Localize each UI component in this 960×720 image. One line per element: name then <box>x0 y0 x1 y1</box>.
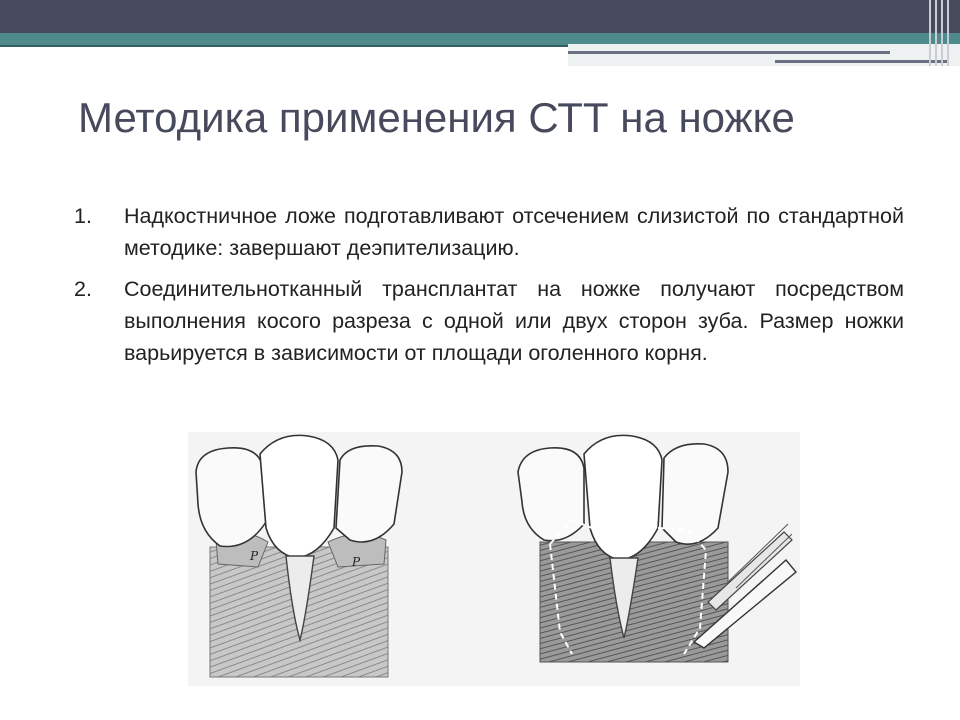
header-stripe-1 <box>568 51 890 54</box>
left-panel-drawing <box>196 435 402 677</box>
label-p-left: P <box>250 549 259 563</box>
header-corner-lines <box>925 0 960 66</box>
list-item-text: Соединительнотканный трансплантат на ножке получают посредством выполнения косого разреза с одной или двух сторон зуба. Размер ножки варьируется в зависимости от площади оголенного корня. <box>124 277 904 365</box>
list-item-number: 1. <box>74 204 92 228</box>
dental-illustration <box>188 432 800 686</box>
list-item-number: 2. <box>74 277 92 301</box>
list-item-text: Надкостничное ложе подготавливают отсечением слизистой по стандартной методике: завершают деэпителизацию. <box>124 204 904 260</box>
label-p-right: P <box>352 555 361 569</box>
header-dark-bar <box>0 0 960 33</box>
numbered-list <box>74 200 904 378</box>
list-item <box>74 200 904 264</box>
list-item <box>74 273 904 369</box>
header-stripe-2 <box>775 60 947 63</box>
slide-title: Методика применения СТТ на ножке <box>78 94 795 141</box>
